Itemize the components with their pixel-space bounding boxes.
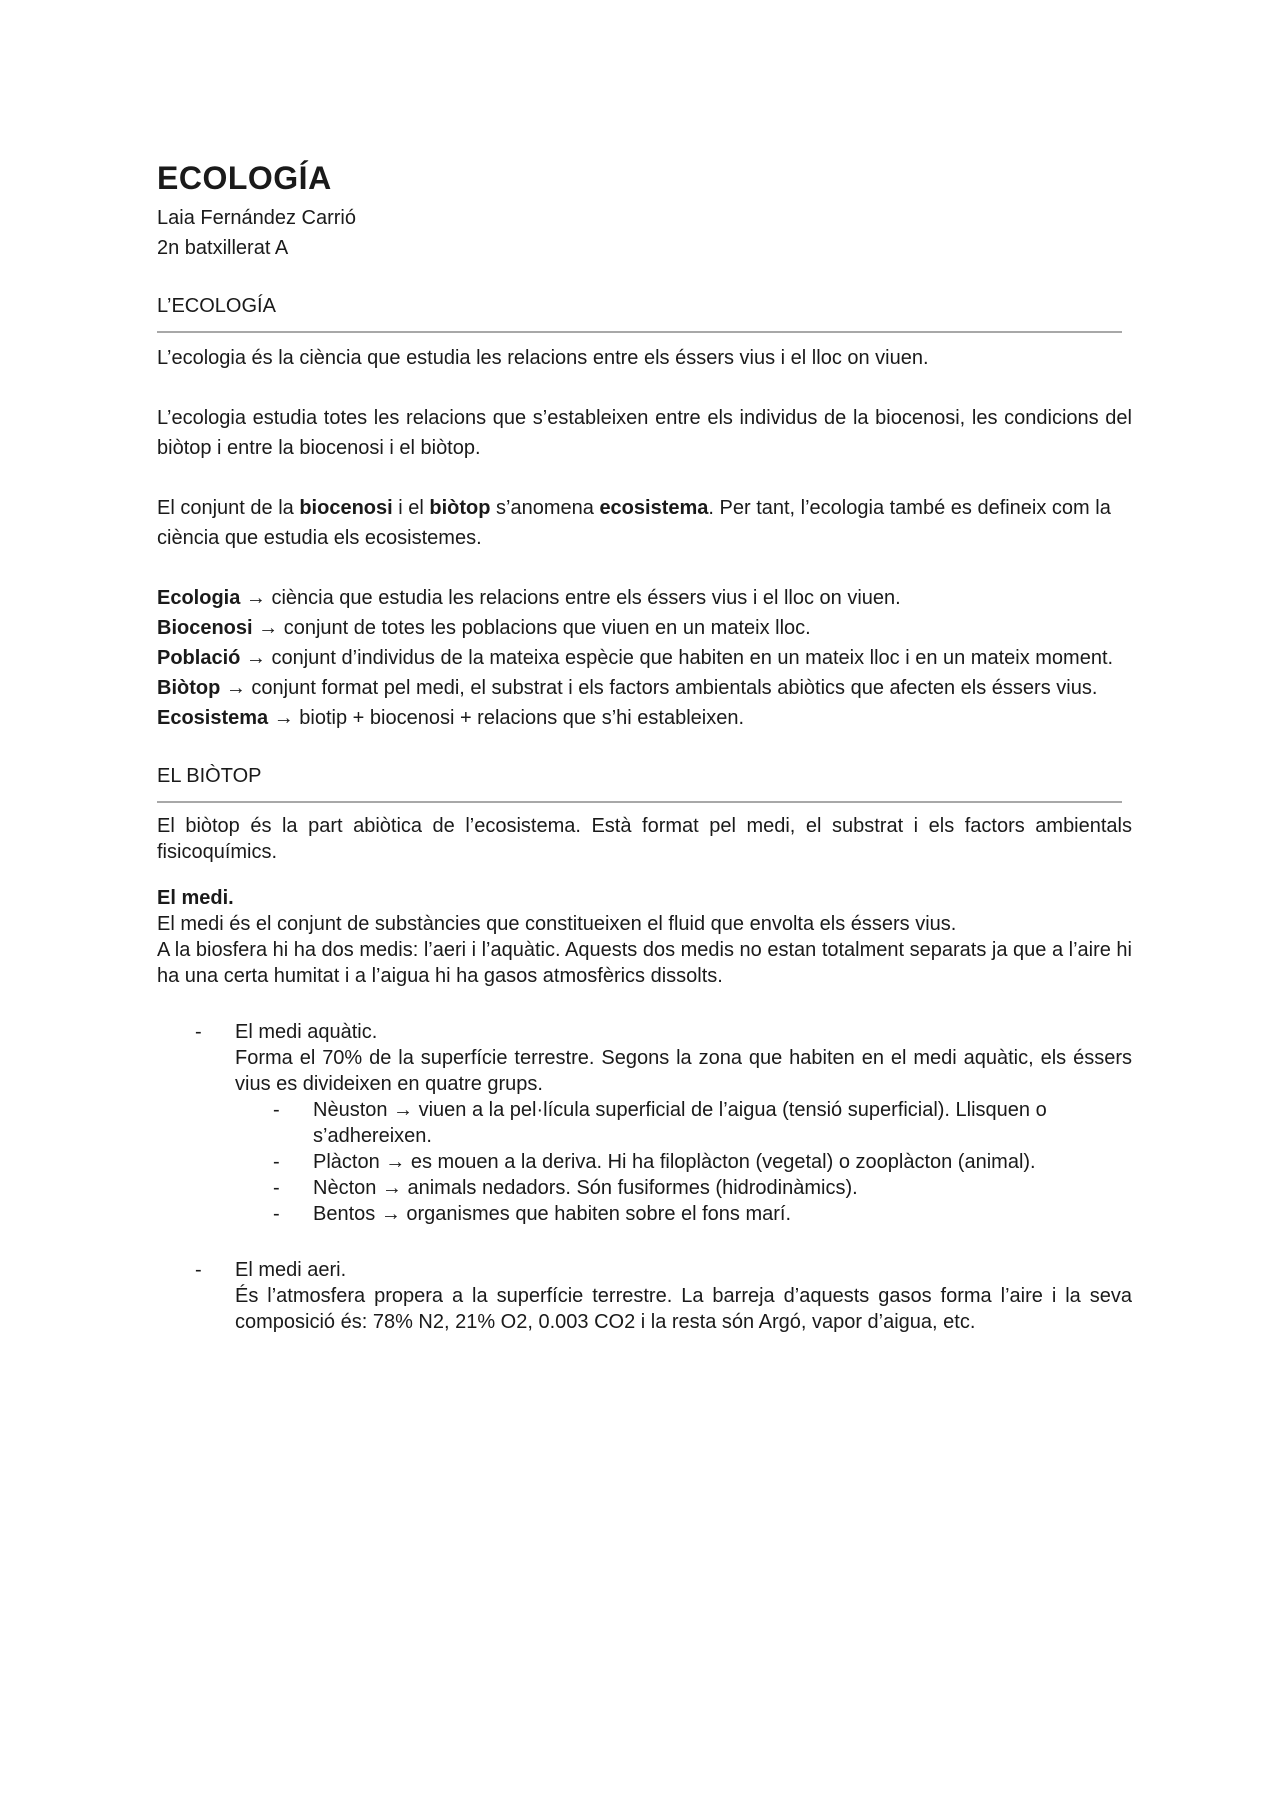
section-divider [157, 331, 1122, 333]
list-item-label: El medi aeri. [235, 1259, 347, 1281]
paragraph-ecosistema: El conjunt de la biocenosi i el biòtop s’anomena ecosistema. Per tant, l’ecologia també es defineix com la ciència que estudia els ecosistemes. [157, 497, 1111, 549]
definition-item: Biòtop → conjunt format pel medi, el substrat i els factors ambientals abiòtics que afecten els éssers vius. [157, 677, 1098, 699]
course-name: 2n batxillerat A [157, 237, 289, 259]
term-ecosistema: ecosistema [599, 497, 709, 519]
sub-list-item: - Nècton → animals nedadors. Són fusiformes (hidrodinàmics). [273, 1177, 858, 1199]
definition-item: Població → conjunt d’individus de la mateixa espècie que habiten en un mateix lloc i en un mateix moment. [157, 647, 1114, 669]
definition-item: Ecologia → ciència que estudia les relacions entre els éssers vius i el lloc on viuen. [157, 587, 901, 609]
section-heading-ecologia: L’ECOLOGÍA [157, 295, 276, 317]
paragraph: L’ecologia és la ciència que estudia les relacions entre els éssers vius i el lloc on viuen. [157, 347, 929, 369]
definition-item: Biocenosi → conjunt de totes les poblacions que viuen en un mateix lloc. [157, 617, 811, 639]
list-item-medi-aeri: - El medi aeri. És l’atmosfera propera a la superfície terrestre. La barreja d’aquests gasos forma l’aire i la seva composició és: 78% N2, 21% O2, 0.003 CO2 i la resta són Argó, vapor d’aigua, etc. [195, 1259, 1132, 1333]
author-name: Laia Fernández Carrió [157, 207, 356, 229]
paragraph: A la biosfera hi ha dos medis: l’aeri i l’aquàtic. Aquests dos medis no estan totalment separats ja que a l’aire hi ha una certa humitat i a l’aigua hi ha gasos atmosfèrics dissolts. [157, 939, 1132, 987]
definitions-list [157, 583, 1132, 733]
sub-list-item: - Nèuston → viuen a la pel·lícula superficial de l’aigua (tensió superficial). Llisquen o s’adhereixen. [273, 1099, 1047, 1147]
paragraph: El medi és el conjunt de substàncies que constitueixen el fluid que envolta els éssers vius. [157, 913, 957, 935]
definition-item: Ecosistema → biotip + biocenosi + relacions que s’hi estableixen. [157, 707, 745, 729]
term-biotop: biòtop [429, 497, 491, 519]
subheading-medi: El medi. [157, 887, 234, 909]
term-biocenosi: biocenosi [299, 497, 393, 519]
paragraph: El biòtop és la part abiòtica de l’ecosistema. Està format pel medi, el substrat i els factors ambientals fisicoquímics. [157, 815, 1132, 863]
sub-list-item: - Plàcton → es mouen a la deriva. Hi ha filoplàcton (vegetal) o zooplàcton (animal). [273, 1151, 1036, 1173]
section-divider [157, 801, 1122, 803]
list-item-medi-aquatic: - El medi aquàtic. Forma el 70% de la superfície terrestre. Segons la zona que habiten en el medi aquàtic, els éssers vius es divideixen en quatre grups. [195, 1021, 1132, 1095]
document-page [157, 150, 1132, 1335]
paragraph: L’ecologia estudia totes les relacions que s’estableixen entre els individus de la biocenosi, les condicions del biòtop i entre la biocenosi i el biòtop. [157, 407, 1132, 459]
list-item-text: Forma el 70% de la superfície terrestre. Segons la zona que habiten en el medi aquàtic, els éssers vius es divideixen en quatre grups. [235, 1047, 1132, 1095]
section-heading-biotop: EL BIÒTOP [157, 765, 262, 787]
sub-list-item: - Bentos → organismes que habiten sobre el fons marí. [273, 1203, 792, 1225]
list-item-text: És l’atmosfera propera a la superfície terrestre. La barreja d’aquests gasos forma l’aire i la seva composició és: 78% N2, 21% O2, 0.003 CO2 i la resta són Argó, vapor d’aigua, etc. [235, 1285, 1132, 1333]
list-item-label: El medi aquàtic. [235, 1021, 378, 1043]
document-title: ECOLOGÍA [157, 160, 332, 196]
